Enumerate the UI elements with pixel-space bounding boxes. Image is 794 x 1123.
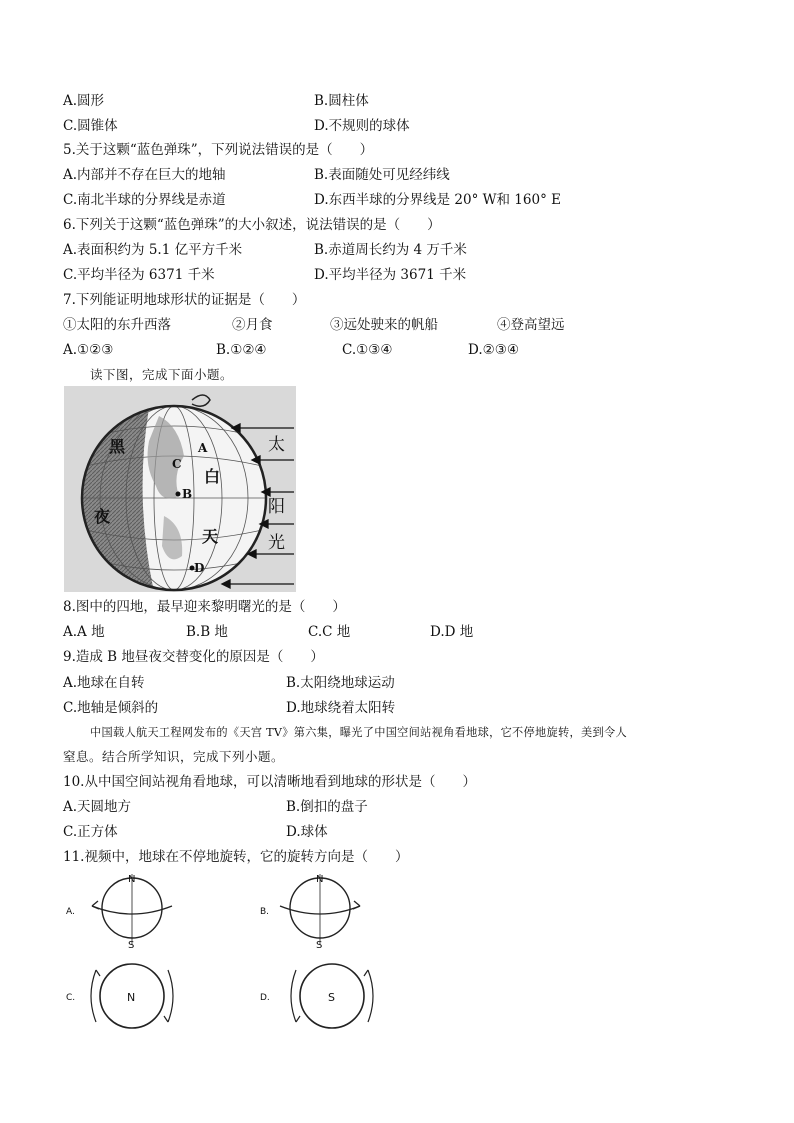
q9-option-b: B.太阳绕地球运动 bbox=[286, 675, 395, 691]
figure-intro: 读下图，完成下面小题。 bbox=[90, 367, 234, 382]
point-b: B bbox=[182, 487, 193, 501]
q11-option-a-letter: A. bbox=[66, 907, 75, 917]
q8-option-d: D.D 地 bbox=[430, 624, 474, 640]
q10-option-c: C.正方体 bbox=[63, 824, 118, 840]
day-label-1: 白 bbox=[204, 467, 221, 486]
point-d: D bbox=[194, 561, 205, 575]
q5-option-b: B.表面随处可见经纬线 bbox=[314, 167, 450, 183]
q10-option-a: A.天圆地方 bbox=[63, 799, 132, 815]
q7-evidence-3: ③远处驶来的帆船 bbox=[330, 317, 438, 333]
q5-option-a: A.内部并不存在巨大的地轴 bbox=[63, 167, 226, 183]
sun-label-1: 太 bbox=[268, 435, 285, 455]
point-a: A bbox=[198, 441, 208, 455]
q8-option-c: C.C 地 bbox=[308, 624, 351, 640]
q5-stem: 5.关于这颗“蓝色弹珠”，下列说法错误的是（ ） bbox=[63, 142, 374, 158]
sun-label-2: 阳 bbox=[268, 497, 285, 517]
night-label-2: 夜 bbox=[94, 507, 111, 526]
q6-option-d: D.平均半径为 3671 千米 bbox=[314, 267, 467, 283]
q11-option-b-north: N bbox=[316, 874, 324, 885]
q10-stem: 10.从中国空间站视角看地球，可以清晰地看到地球的形状是（ ） bbox=[63, 774, 476, 790]
q6-stem: 6.下列关于这颗“蓝色弹珠”的大小叙述，说法错误的是（ ） bbox=[63, 217, 441, 233]
q11-option-b-letter: B. bbox=[260, 907, 270, 917]
q11-stem: 11.视频中，地球在不停地旋转，它的旋转方向是（ ） bbox=[63, 849, 409, 865]
q7-option-d: D.②③④ bbox=[468, 342, 519, 358]
q7-evidence-1: ①太阳的东升西落 bbox=[63, 317, 171, 333]
q4-option-a: A.圆形 bbox=[63, 93, 105, 109]
night-label-1: 黑 bbox=[109, 437, 126, 456]
q6-option-b: B.赤道周长约为 4 万千米 bbox=[314, 242, 467, 258]
q4-option-d: D.不规则的球体 bbox=[314, 118, 410, 134]
q8-option-a: A.A 地 bbox=[63, 624, 105, 640]
q11-option-c-letter: C. bbox=[66, 993, 76, 1003]
q7-option-a: A.①②③ bbox=[63, 342, 114, 358]
q7-option-c: C.①③④ bbox=[342, 342, 393, 358]
q11-option-b-south: S bbox=[316, 940, 323, 951]
q11-option-d-letter: D. bbox=[260, 993, 270, 1003]
q5-option-c: C.南北半球的分界线是赤道 bbox=[63, 192, 226, 208]
day-label-2: 天 bbox=[202, 527, 219, 546]
q11-option-d-center: S bbox=[328, 991, 335, 1004]
q9-option-c: C.地轴是倾斜的 bbox=[63, 700, 159, 716]
q7-option-b: B.①②④ bbox=[216, 342, 267, 358]
q7-evidence-4: ④登高望远 bbox=[497, 317, 565, 333]
q4-option-c: C.圆锥体 bbox=[63, 118, 118, 134]
point-c: C bbox=[172, 457, 182, 471]
q11-option-c-center: N bbox=[127, 991, 136, 1004]
q4-option-b: B.圆柱体 bbox=[314, 93, 369, 109]
q6-option-c: C.平均半径为 6371 千米 bbox=[63, 267, 215, 283]
q11-option-a-north: N bbox=[128, 874, 136, 885]
passage-line-2: 窒息。结合所学知识，完成下列小题。 bbox=[63, 749, 285, 764]
passage-line-1: 中国载人航天工程网发布的《天宫 TV》第六集，曝光了中国空间站视角看地球，它不停地旋转，美到令人 bbox=[90, 726, 627, 739]
q8-stem: 8.图中的四地，最早迎来黎明曙光的是（ ） bbox=[63, 599, 346, 615]
globe-day-night-figure bbox=[64, 386, 296, 592]
q9-option-a: A.地球在自转 bbox=[63, 675, 145, 691]
q7-evidence-2: ②月食 bbox=[232, 317, 273, 333]
q6-option-a: A.表面积约为 5.1 亿平方千米 bbox=[63, 242, 243, 258]
q9-option-d: D.地球绕着太阳转 bbox=[286, 700, 396, 716]
sun-label-3: 光 bbox=[268, 533, 285, 553]
q9-stem: 9.造成 B 地昼夜交替变化的原因是（ ） bbox=[63, 649, 324, 665]
q11-option-c-arrow-icon bbox=[91, 970, 96, 1022]
q11-option-a-south: S bbox=[128, 940, 135, 951]
q11-rotation-options bbox=[64, 872, 384, 1032]
q11-option-d-arrow-icon bbox=[291, 970, 296, 1022]
q5-option-d: D.东西半球的分界线是 20° W和 160° E bbox=[314, 192, 561, 208]
q10-option-b: B.倒扣的盘子 bbox=[286, 799, 368, 815]
q8-option-b: B.B 地 bbox=[186, 624, 228, 640]
q7-stem: 7.下列能证明地球形状的证据是（ ） bbox=[63, 292, 306, 308]
q10-option-d: D.球体 bbox=[286, 824, 328, 840]
